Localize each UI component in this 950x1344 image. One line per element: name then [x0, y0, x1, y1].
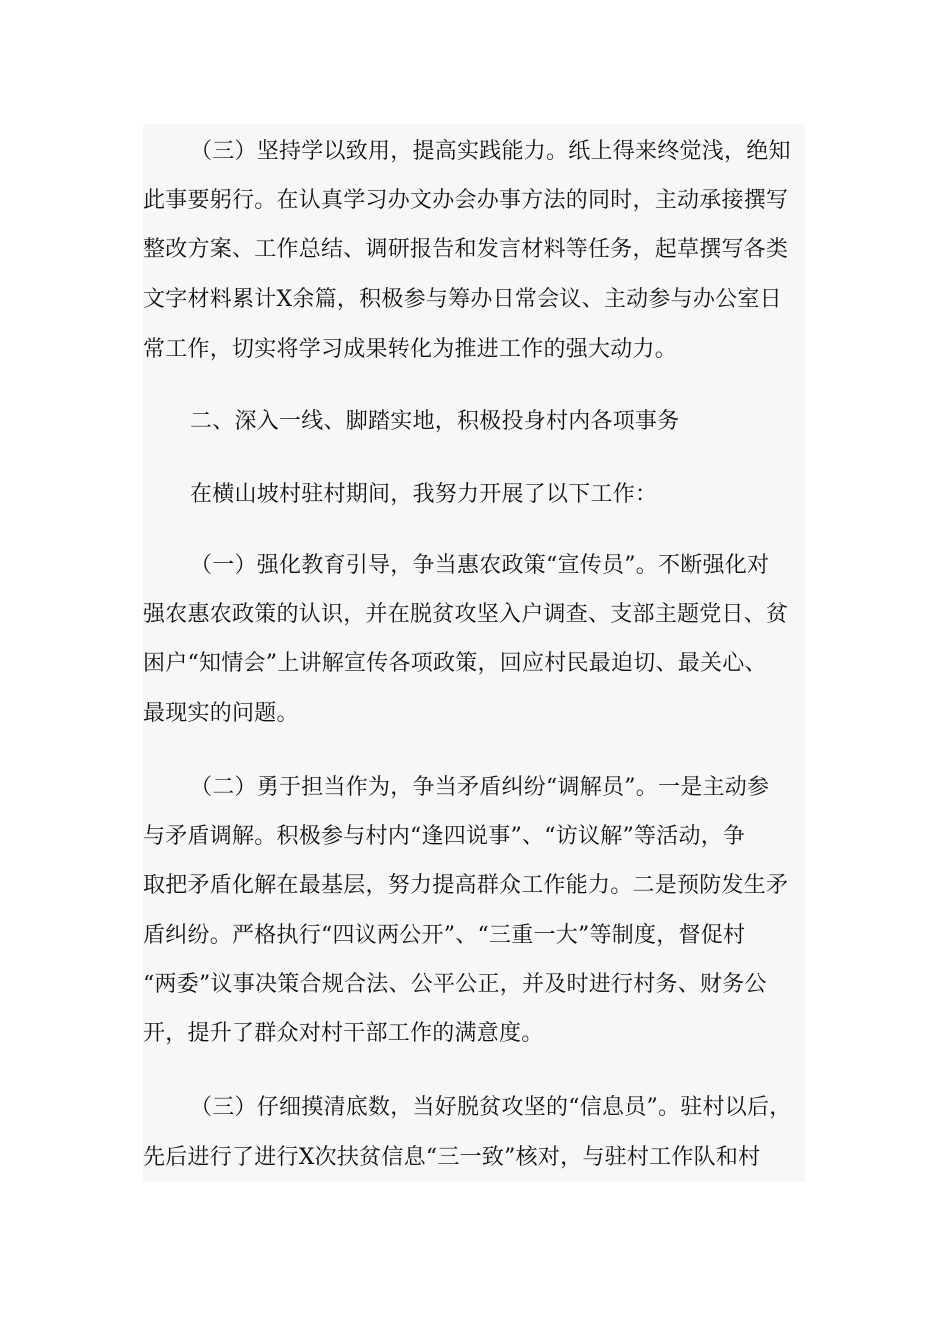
paragraph-line: （三）坚持学以致用，提高实践能力。纸上得来终觉浅，绝知 [190, 139, 791, 164]
paragraph-line: （一）强化教育引导，争当惠农政策“宣传员”。不断强化对 [190, 553, 770, 578]
paragraph-line: （二）勇于担当作为，争当矛盾纠纷“调解员”。一是主动参 [190, 775, 770, 800]
paragraph-line: 与矛盾调解。积极参与村内“逢四说事”、“访议解”等活动，争 [143, 824, 746, 849]
section-heading: 二、深入一线、脚踏实地，积极投身村内各项事务 [190, 409, 680, 434]
document-text-area [143, 124, 805, 1182]
paragraph-line: 整改方案、工作总结、调研报告和发言材料等任务，起草撰写各类 [143, 237, 789, 262]
paragraph-line: 困户“知情会”上讲解宣传各项政策，回应村民最迫切、最关心、 [143, 651, 767, 676]
paragraph-line: “两委”议事决策合规合法、公平公正，并及时进行村务、财务公 [143, 972, 767, 997]
paragraph-line: 常工作，切实将学习成果转化为推进工作的强大动力。 [143, 337, 678, 362]
paragraph-line: 最现实的问题。 [143, 701, 299, 726]
paragraph-line: 先后进行了进行X次扶贫信息“三一致”核对，与驻村工作队和村 [143, 1145, 761, 1170]
paragraph-line: 此事要躬行。在认真学习办文办会办事方法的同时，主动承接撰写 [143, 188, 789, 213]
paragraph-line: 取把矛盾化解在最基层，努力提高群众工作能力。二是预防发生矛 [143, 873, 789, 898]
paragraph-line: 在横山坡村驻村期间，我努力开展了以下工作： [190, 482, 658, 507]
paragraph-line: 文字材料累计X余篇，积极参与筹办日常会议、主动参与办公室日 [143, 287, 782, 312]
paragraph-line: 盾纠纷。严格执行“四议两公开”、“三重一大”等制度，督促村 [143, 923, 746, 948]
paragraph-line: 强农惠农政策的认识，并在脱贫攻坚入户调查、支部主题党日、贫 [143, 602, 789, 627]
paragraph-line: （三）仔细摸清底数，当好脱贫攻坚的“信息员”。驻村以后， [190, 1095, 792, 1120]
paragraph-line: 开，提升了群众对村干部工作的满意度。 [143, 1021, 544, 1046]
